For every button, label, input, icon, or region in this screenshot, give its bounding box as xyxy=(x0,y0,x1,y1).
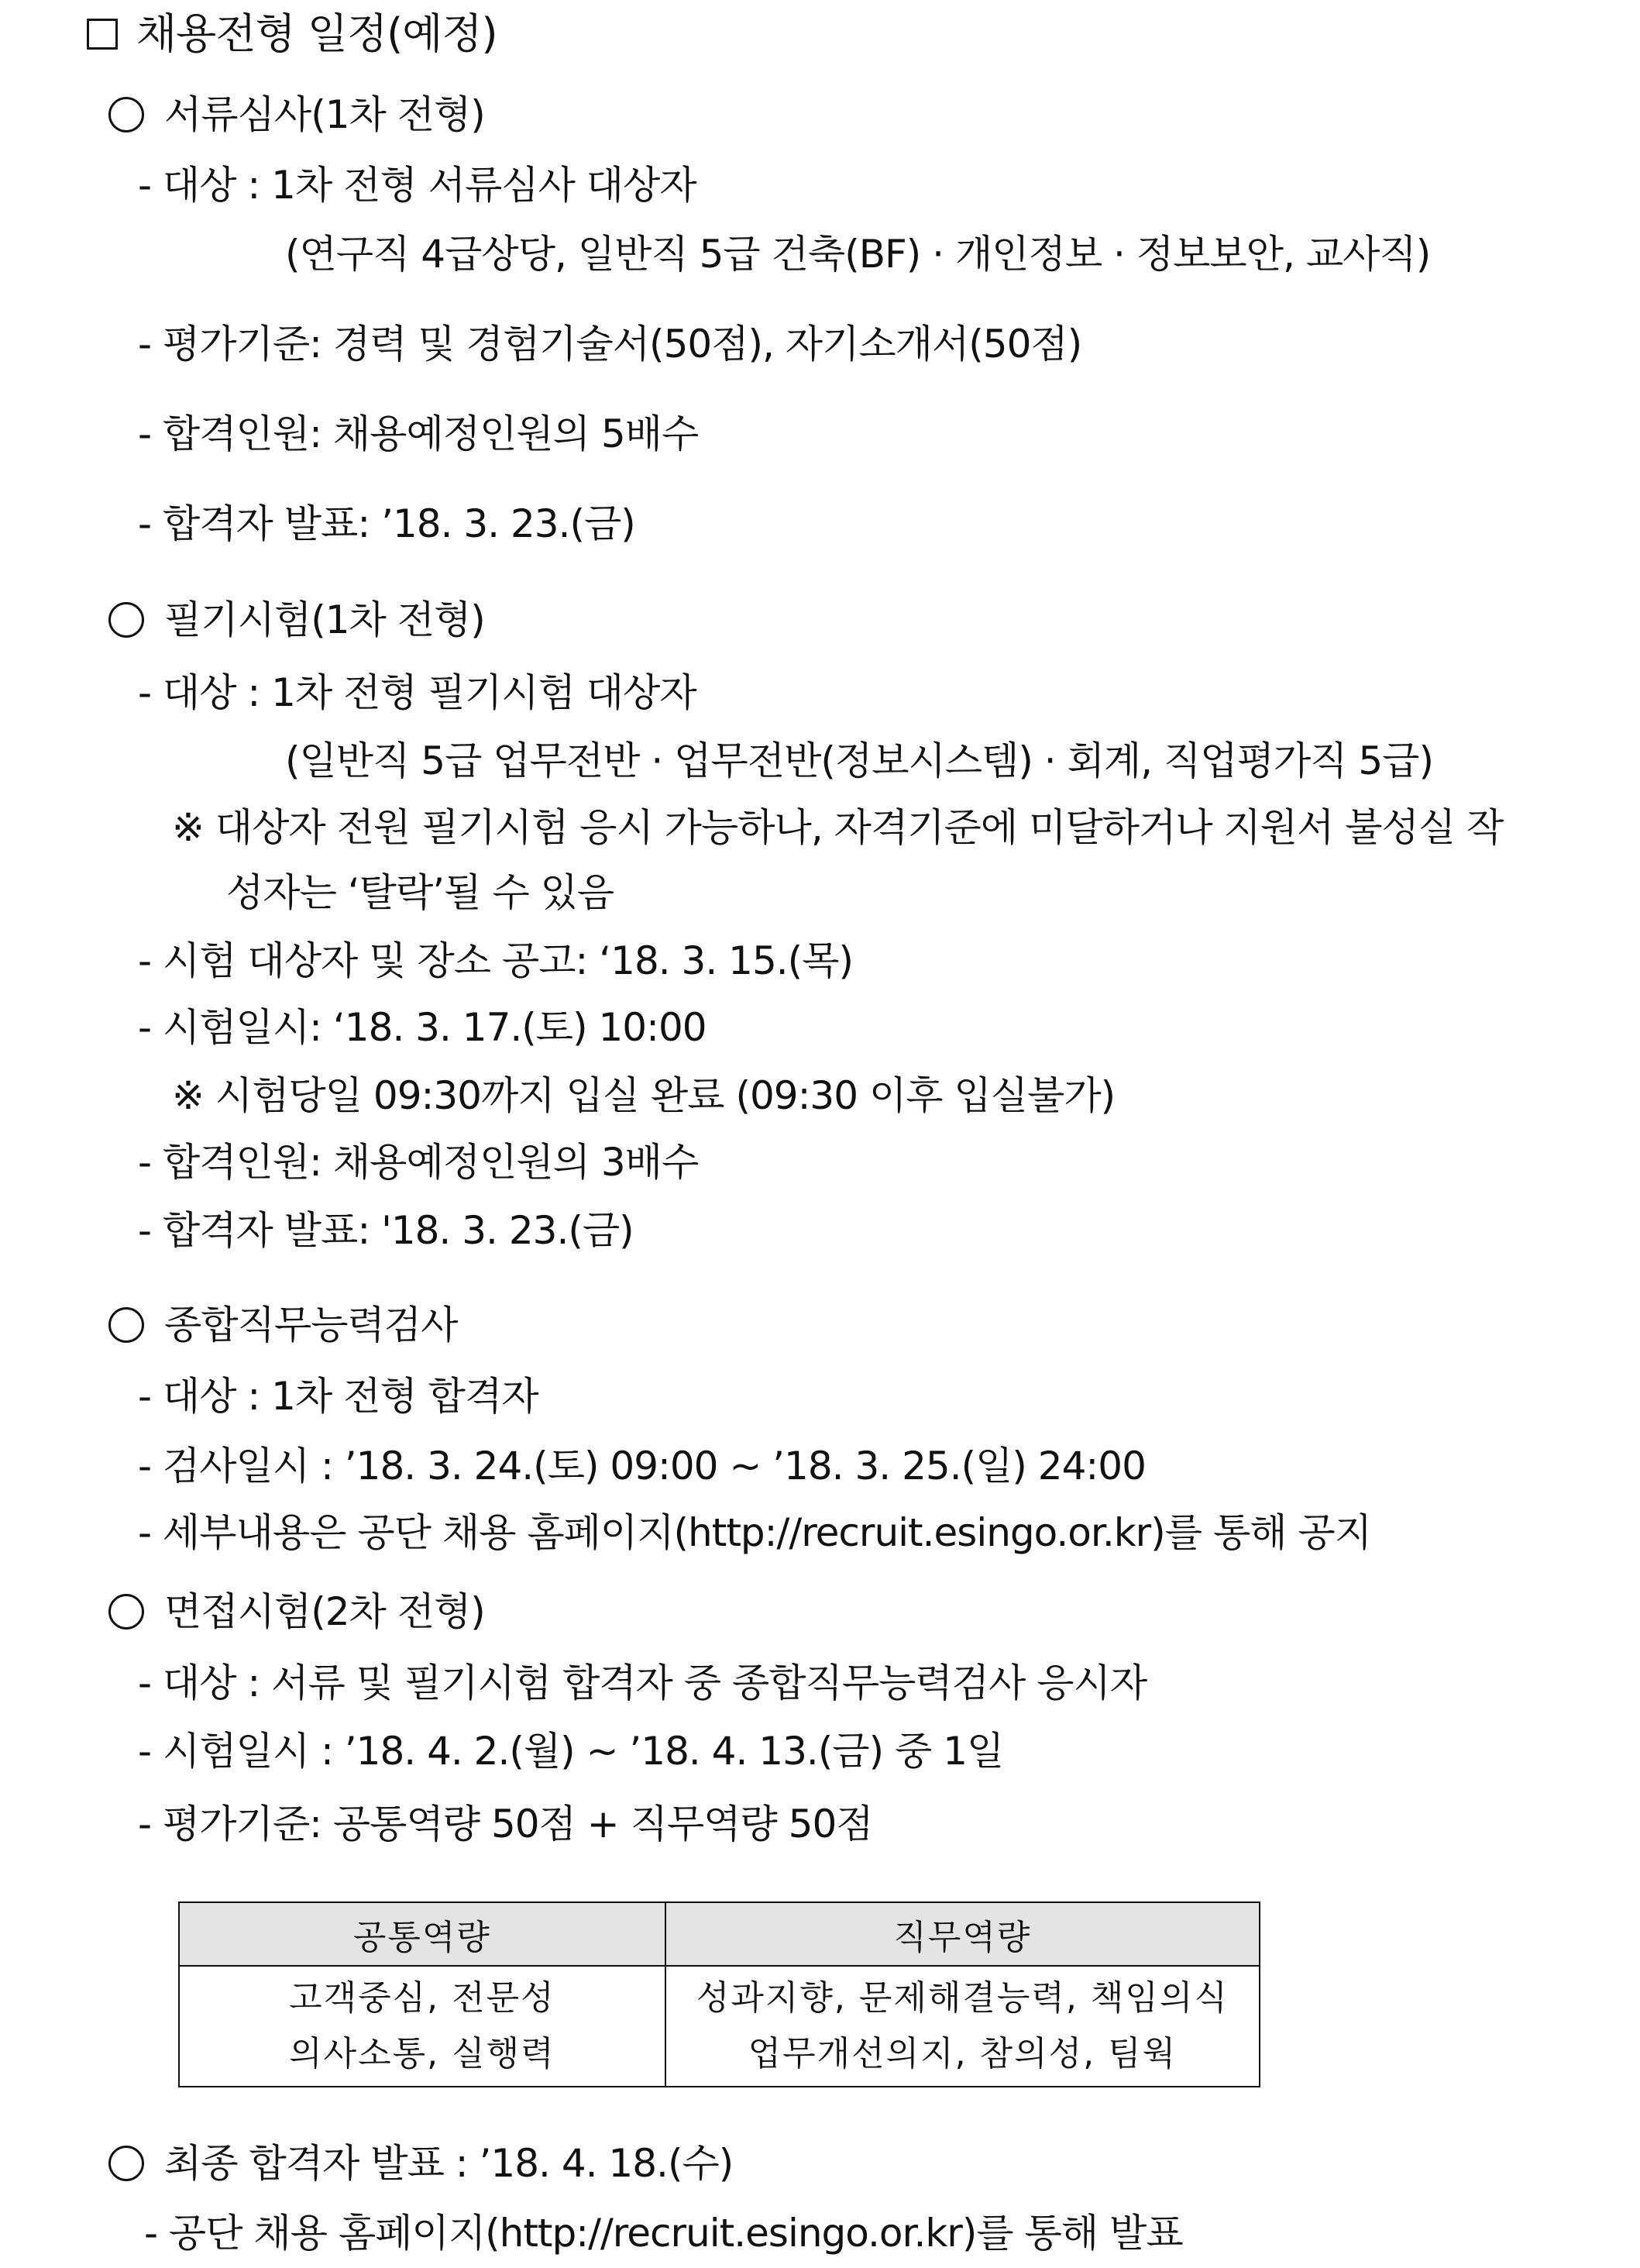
cell-line: 의사소통, 실행력 xyxy=(289,2034,555,2074)
circle-bullet-icon xyxy=(108,602,144,638)
table-cell-job xyxy=(665,1966,1260,2087)
section-line: - 시험 대상자 및 장소 공고: ‘18. 3. 15.(목) xyxy=(138,938,853,983)
section-heading-text: 필기시험(1차 전형) xyxy=(164,597,485,642)
section-line: (연구직 4급상당, 일반직 5급 건축(BF) · 개인정보 · 정보보안, 교사직) xyxy=(285,232,1431,277)
square-bullet-icon xyxy=(87,19,118,50)
section-heading-final-announcement xyxy=(108,2140,733,2187)
cell-line: 업무개선의지, 참의성, 팀웍 xyxy=(748,2034,1178,2074)
section-line: - 세부내용은 공단 채용 홈페이지(http://recruit.esingo.or.kr)를 통해 공지 xyxy=(138,1510,1372,1555)
competency-table xyxy=(178,1901,1260,2087)
circle-bullet-icon xyxy=(108,1307,144,1343)
section-line: - 시험일시 : ’18. 4. 2.(월) ~ ’18. 4. 13.(금) 중 1일 xyxy=(138,1729,1004,1774)
section-line: - 검사일시 : ’18. 3. 24.(토) 09:00 ~ ’18. 3. 25.(일) 24:00 xyxy=(138,1444,1146,1488)
section-line: - 대상 : 1차 전형 필기시험 대상자 xyxy=(138,670,696,715)
section-line: - 합격인원: 채용예정인원의 3배수 xyxy=(138,1140,699,1185)
section-line: - 공단 채용 홈페이지(http://recruit.esingo.or.kr)를 통해 발표 xyxy=(144,2211,1183,2256)
circle-bullet-icon xyxy=(108,97,144,133)
cell-line: 성과지향, 문제해결능력, 책임의식 xyxy=(696,1978,1229,2018)
note-line: ※ 대상자 전원 필기시험 응시 가능하나, 자격기준에 미달하거나 지원서 불성실 작 xyxy=(172,805,1504,850)
section-line: - 평가기준: 공통역량 50점 + 직무역량 50점 xyxy=(138,1802,873,1846)
section-heading-interview xyxy=(108,1588,485,1635)
section-heading-written-exam xyxy=(108,597,485,643)
section-line: - 시험일시: ‘18. 3. 17.(토) 10:00 xyxy=(138,1005,707,1050)
section-heading-text: 면접시험(2차 전형) xyxy=(164,1589,485,1634)
section-heading-competency-test xyxy=(108,1302,457,1348)
section-heading-text: 종합직무능력검사 xyxy=(164,1303,458,1347)
table-row xyxy=(179,1966,1260,2087)
table-header-row xyxy=(179,1902,1260,1966)
section-line: - 대상 : 1차 전형 합격자 xyxy=(138,1374,538,1419)
page-title xyxy=(87,11,497,57)
section-heading-document-review xyxy=(108,91,485,138)
page-title-text: 채용전형 일정(예정) xyxy=(136,9,497,58)
section-heading-text: 서류심사(1차 전형) xyxy=(164,92,485,137)
note-line: ※ 시험당일 09:30까지 입실 완료 (09:30 이후 입실불가) xyxy=(172,1073,1116,1118)
note-line: 성자는 ‘탈락’될 수 있음 xyxy=(226,870,614,915)
section-line: - 합격인원: 채용예정인원의 5배수 xyxy=(138,411,699,456)
section-line: - 대상 : 1차 전형 서류심사 대상자 xyxy=(138,163,696,208)
section-line: - 합격자 발표: ’18. 3. 23.(금) xyxy=(138,501,635,546)
circle-bullet-icon xyxy=(108,2146,144,2181)
table-header-job: 직무역량 xyxy=(665,1902,1260,1966)
table-header-common: 공통역량 xyxy=(179,1902,665,1966)
section-line: (일반직 5급 업무전반 · 업무전반(정보시스템) · 회계, 직업평가직 5급) xyxy=(285,738,1433,783)
section-line: - 합격자 발표: '18. 3. 23.(금) xyxy=(138,1208,634,1253)
section-line: - 대상 : 서류 및 필기시험 합격자 중 종합직무능력검사 응시자 xyxy=(138,1661,1147,1705)
circle-bullet-icon xyxy=(108,1594,144,1630)
section-line: - 평가기준: 경력 및 경험기술서(50점), 자기소개서(50점) xyxy=(138,322,1082,367)
cell-line: 고객중심, 전문성 xyxy=(289,1978,555,2018)
table-cell-common xyxy=(179,1966,665,2087)
section-heading-text: 최종 합격자 발표 : ’18. 4. 18.(수) xyxy=(164,2141,734,2186)
